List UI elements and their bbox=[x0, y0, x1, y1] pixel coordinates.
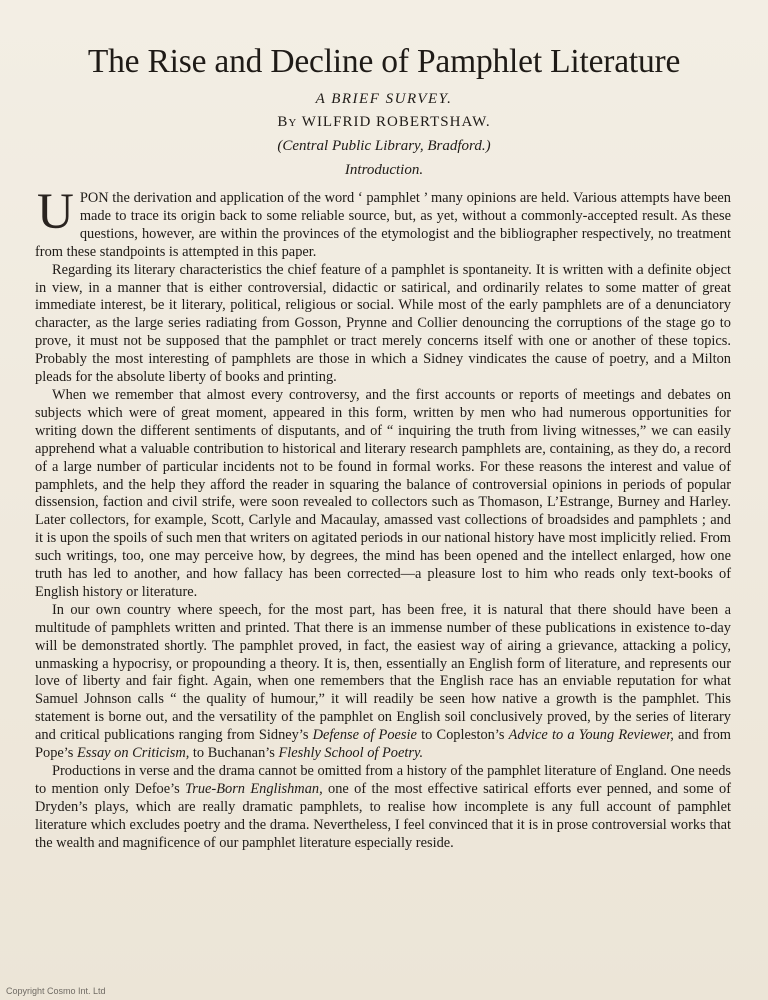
copyright-watermark: Copyright Cosmo Int. Ltd bbox=[6, 986, 106, 996]
paragraph-4 bbox=[35, 602, 731, 763]
section-heading: Introduction. bbox=[344, 162, 424, 178]
paragraph-4-text-c: and from Pope’s bbox=[35, 727, 731, 762]
byline-prefix: By bbox=[277, 114, 298, 130]
paragraph-5-text-a: Productions in verse and the drama cannot be omitted from a history of the pamphlet literature of England. One needs to mention only Defoe’s bbox=[35, 763, 731, 797]
article-subtitle: A BRIEF SURVEY. bbox=[315, 91, 453, 107]
work-title-defense-of-poesie: Defense of Poesie bbox=[312, 727, 417, 744]
article-body bbox=[35, 184, 731, 853]
paragraph-4-text-a: In our own country where speech, for the most part, has been free, it is natural that there should have been a multitude of pamphlets written and printed. That there is an immense number of these publications in existence to-day will be demonstrated shortly. The pamphlet proved, in fact, the easiest way of airing a grievance, attacking a policy, unmasking a hypocrisy, or propounding a theory. It is, then, essentially an English form of literature, and represents our love of liberty and fair fight. Again, when one remembers that the English race has an enviable reputation for what Samuel Johnson calls “ the quality of humour,” it will readily be seen how native a growth is the pamphlet. This statement is borne out, and the versatility of the pamphlet on English soil conclusively proved, by the series of literary and critical publications ranging from Sidney’s bbox=[35, 601, 731, 744]
paragraph-3: When we remember that almost every controversy, and the first accounts or reports of meetings and debates on subjects which were of great moment, appeared in this form, written by men who had numerous opportunities for writing down the different sentiments of disputants, and of “ inquiring the truth from living witnesses,” we can easily apprehend what a valuable contribution to historical and literary research pamphlets are, containing, as they do, a record of a large number of particular incidents not to be found in formal works. For these reasons the interest and value of pamphlets, and the help they afford the reader in squaring the balance of controversial opinions in periods of popular dissension, faction and civil strife, were soon revealed to collectors such as Thomason, L’Estrange, Burney and Harley. Later collectors, for example, Scott, Carlyle and Macaulay, amassed vast collections of broadsides and pamphlets ; and it is upon the spoils of such men that writers on agitated periods in our national history have most implicitly relied. From such writings, too, one may perceive how, by degrees, the mind has been opened and the intellect enlarged, how one truth has led to another, and how fallacy has been corrected—a pleasure lost to him who reads only text-books of English history or literature. bbox=[35, 386, 731, 600]
work-title-advice-to-a-young-reviewer: Advice to a Young Reviewer, bbox=[508, 727, 674, 744]
article-byline bbox=[30, 112, 738, 132]
drop-cap: U bbox=[37, 184, 74, 240]
author-name: WILFRID ROBERTSHAW. bbox=[301, 114, 491, 130]
paragraph-2: Regarding its literary characteristics the chief feature of a pamphlet is spontaneity. It is written with a definite object in view, in a manner that is either controversial, didactic or satirical, and ordinarily relates to some matter of great immediate interest, be it literary, political, religious or social. While most of the early pamphlets are of a denunciatory character, as the large series radiating from Gosson, Prynne and Collier denouncing the corruptions of the stage go to prove, it must not be supposed that the pamphlet or tract merely concerns itself with one or another of these topics. Probably the most interesting of pamphlets are those in which a Sidney vindicates the cause of poetry, and a Milton pleads for the absolute liberty of books and printing. bbox=[35, 261, 731, 386]
paragraph-5-text-b: one of the most effective satirical efforts ever penned, and some of Dryden’s plays, which are really dramatic pamphlets, to realise how incomplete is any full account of pamphlet literature which excludes poetry and the drama. Nevertheless, I feel convinced that it is in prose controversial works that the wealth and magnificence of our pamphlet literature especially reside. bbox=[35, 780, 731, 851]
work-title-fleshly-school-of-poetry: Fleshly School of Poetry. bbox=[278, 745, 424, 762]
paragraph-1 bbox=[35, 184, 731, 262]
paragraph-1-text: PON the derivation and application of the word ‘ pamphlet ’ many opinions are held. Various attempts have been made to trace its origin back to some reliable source, but, as yet, without a commonly-accepted result. As these questions, however, are within the provinces of the etymologist and the bibliographer respectively, no treatment from these standpoints is attempted in this paper. bbox=[35, 190, 731, 260]
work-title-essay-on-criticism: Essay on Criticism, bbox=[76, 745, 190, 762]
article-title: The Rise and Decline of Pamphlet Literature bbox=[87, 43, 681, 80]
paragraph-4-text-b: to Copleston’s bbox=[416, 727, 509, 744]
paragraph-5 bbox=[35, 763, 731, 853]
paragraph-4-text-d: to Buchanan’s bbox=[189, 745, 279, 762]
work-title-true-born-englishman: True-Born Englishman, bbox=[185, 780, 323, 797]
author-affiliation: (Central Public Library, Bradford.) bbox=[277, 138, 491, 154]
